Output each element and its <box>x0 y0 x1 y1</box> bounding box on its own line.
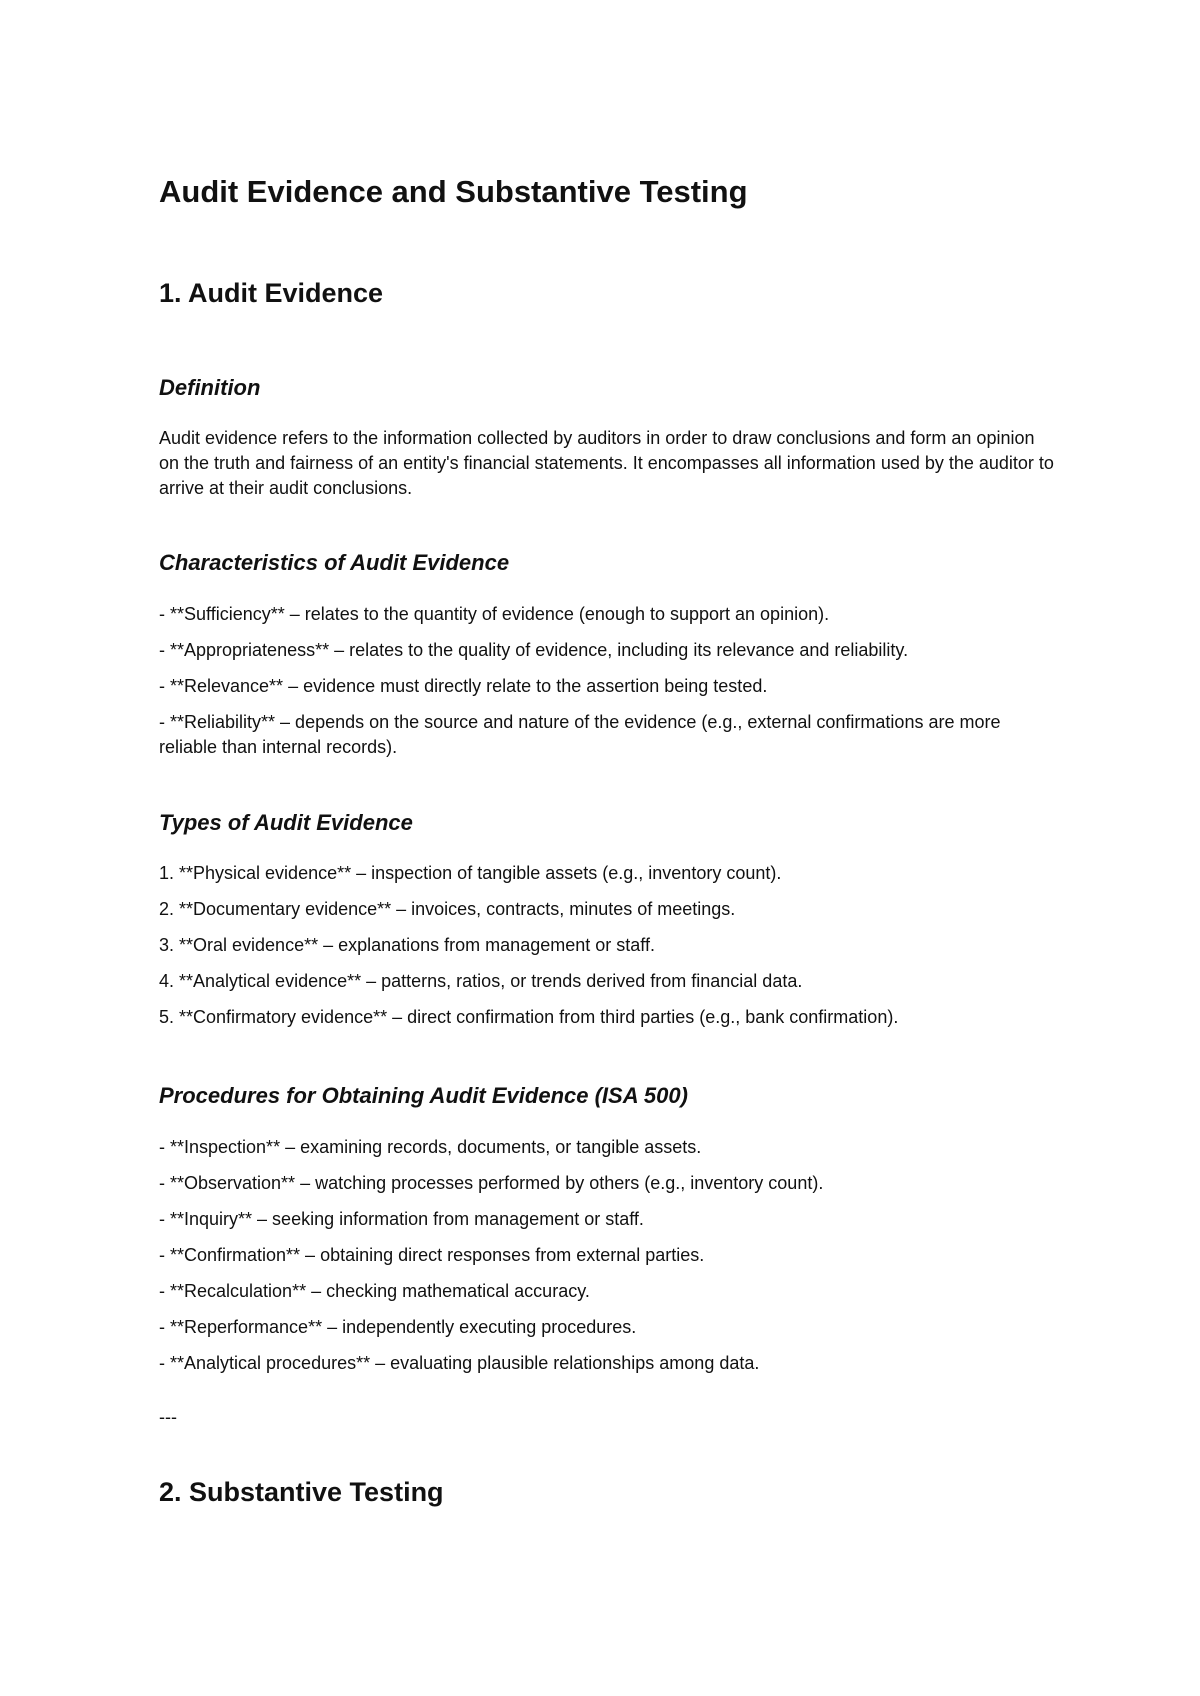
subheading-procedures: Procedures for Obtaining Audit Evidence (ISA 500) <box>159 1083 688 1108</box>
list-item: 2. **Documentary evidence** – invoices, contracts, minutes of meetings. <box>159 899 736 919</box>
list-item: 5. **Confirmatory evidence** – direct confirmation from third parties (e.g., bank confirmation). <box>159 1007 899 1027</box>
list-item: - **Reperformance** – independently executing procedures. <box>159 1317 637 1337</box>
list-item: - **Recalculation** – checking mathematical accuracy. <box>159 1281 590 1301</box>
list-item: 4. **Analytical evidence** – patterns, ratios, or trends derived from financial data. <box>159 971 803 991</box>
list-item: - **Appropriateness** – relates to the quality of evidence, including its relevance and reliability. <box>159 640 909 660</box>
subheading-definition: Definition <box>159 375 261 400</box>
subheading-types: Types of Audit Evidence <box>159 810 413 835</box>
horizontal-rule-text: --- <box>159 1407 177 1427</box>
list-item: - **Reliability** – depends on the source and nature of the evidence (e.g., external confirmations are more reliable than internal records). <box>159 712 1001 757</box>
procedures-list <box>159 1135 1059 1387</box>
list-item: 1. **Physical evidence** – inspection of tangible assets (e.g., inventory count). <box>159 863 782 883</box>
section-heading-substantive-testing: 2. Substantive Testing <box>159 1477 444 1507</box>
list-item: - **Sufficiency** – relates to the quantity of evidence (enough to support an opinion). <box>159 604 830 624</box>
document-title: Audit Evidence and Substantive Testing <box>159 174 748 209</box>
characteristics-list <box>159 602 1059 771</box>
list-item: - **Inquiry** – seeking information from management or staff. <box>159 1209 644 1229</box>
subheading-characteristics: Characteristics of Audit Evidence <box>159 550 510 575</box>
list-item: - **Inspection** – examining records, documents, or tangible assets. <box>159 1137 702 1157</box>
section-heading-audit-evidence: 1. Audit Evidence <box>159 278 384 308</box>
list-item: - **Analytical procedures** – evaluating plausible relationships among data. <box>159 1353 760 1373</box>
list-item: - **Observation** – watching processes performed by others (e.g., inventory count). <box>159 1173 824 1193</box>
types-list <box>159 861 1059 1041</box>
list-item: - **Confirmation** – obtaining direct responses from external parties. <box>159 1245 705 1265</box>
definition-paragraph: Audit evidence refers to the information collected by auditors in order to draw conclusions and form an opinion on the truth and fairness of an entity's financial statements. It encompasses all information used by the auditor to arrive at their audit conclusions. <box>159 428 1054 498</box>
list-item: 3. **Oral evidence** – explanations from management or staff. <box>159 935 655 955</box>
list-item: - **Relevance** – evidence must directly relate to the assertion being tested. <box>159 676 768 696</box>
